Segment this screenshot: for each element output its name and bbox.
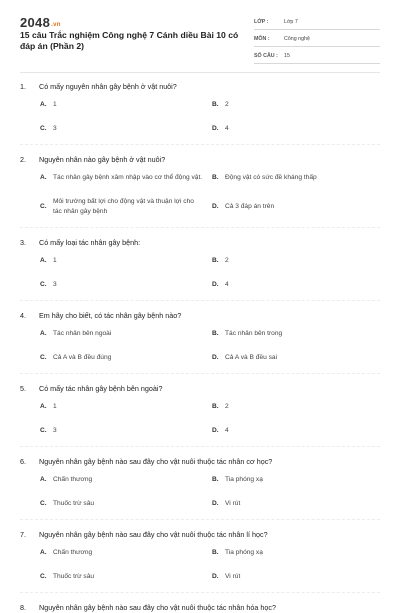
logo-text: 2048: [20, 15, 51, 30]
question-number: 1.: [20, 82, 26, 91]
question-text: Có mấy tác nhân gây bệnh bên ngoài?: [39, 384, 163, 393]
option-letter: C.: [40, 427, 47, 434]
question-item: [20, 311, 380, 363]
question-number: 7.: [20, 530, 26, 539]
question-item: [20, 384, 380, 436]
question-separator: [20, 592, 380, 593]
question-text: Có mấy nguyên nhân gây bệnh ở vật nuôi?: [39, 82, 177, 91]
meta-key: LỚP :: [254, 19, 269, 25]
header-divider: [20, 72, 380, 73]
question-separator: [20, 446, 380, 447]
option-text: Thuốc trừ sâu: [53, 573, 95, 580]
answer-option[interactable]: [212, 100, 362, 110]
option-letter: A.: [40, 330, 47, 337]
option-text: 3: [53, 281, 57, 288]
question-item: [20, 238, 380, 290]
answer-options: [40, 475, 380, 509]
option-text: Cả A và B đều sai: [225, 354, 278, 361]
option-text: Tia phóng xạ: [225, 476, 263, 483]
question-separator: [20, 373, 380, 374]
option-text: 1: [53, 403, 57, 410]
answer-option[interactable]: [40, 329, 212, 339]
site-logo[interactable]: [20, 15, 61, 30]
answer-option[interactable]: [212, 402, 362, 412]
option-letter: B.: [212, 257, 219, 264]
option-text: Vi rút: [225, 573, 241, 580]
option-text: 3: [53, 125, 57, 132]
answer-options: [40, 548, 380, 582]
meta-value: Công nghệ: [284, 36, 310, 42]
answer-option[interactable]: [212, 548, 362, 558]
answer-option[interactable]: [40, 280, 212, 290]
answer-option[interactable]: [40, 572, 212, 582]
option-letter: B.: [212, 330, 219, 337]
answer-option[interactable]: [212, 173, 362, 183]
question-header: [20, 155, 380, 165]
answer-option[interactable]: [212, 426, 362, 436]
option-text: 3: [53, 427, 57, 434]
question-header: [20, 311, 380, 321]
option-text: 1: [53, 257, 57, 264]
option-letter: B.: [212, 549, 219, 556]
option-letter: D.: [212, 573, 219, 580]
option-text: Môi trường bất lợi cho động vật và thuận lợi cho tác nhân gây bệnh: [53, 198, 194, 215]
option-letter: B.: [212, 174, 219, 181]
answer-option[interactable]: [40, 256, 212, 266]
meta-key: SỐ CÂU :: [254, 53, 278, 59]
answer-option[interactable]: [212, 499, 362, 509]
question-text: Nguyên nhân gây bệnh nào sau đây cho vật nuôi thuộc tác nhân cơ học?: [39, 457, 273, 466]
option-letter: D.: [212, 354, 219, 361]
meta-row-subject: [254, 32, 380, 47]
question-header: [20, 457, 380, 467]
option-letter: A.: [40, 476, 47, 483]
question-item: [20, 155, 380, 217]
option-letter: C.: [40, 125, 47, 132]
option-text: 4: [225, 281, 229, 288]
question-number: 8.: [20, 603, 26, 612]
option-letter: D.: [212, 427, 219, 434]
option-letter: D.: [212, 125, 219, 132]
question-separator: [20, 300, 380, 301]
question-item: [20, 603, 380, 613]
answer-options: [40, 100, 380, 134]
option-text: 2: [225, 257, 229, 264]
answer-option[interactable]: [212, 475, 362, 485]
option-text: 4: [225, 125, 229, 132]
document-title: 15 câu Trắc nghiệm Công nghệ 7 Cánh diều Bài 10 có đáp án (Phần 2): [20, 30, 239, 51]
answer-option[interactable]: [40, 100, 212, 110]
option-text: Cả A và B đều đúng: [53, 354, 112, 361]
question-item: [20, 530, 380, 582]
meta-value: Lớp 7: [284, 19, 298, 25]
question-header: [20, 530, 380, 540]
answer-option[interactable]: [212, 329, 362, 339]
answer-options: [40, 256, 380, 290]
option-letter: C.: [40, 281, 47, 288]
option-text: Cả 3 đáp án trên: [225, 203, 275, 210]
meta-key: MÔN :: [254, 36, 270, 42]
answer-option[interactable]: [212, 124, 362, 134]
question-text: Nguyên nhân gây bệnh nào sau đây cho vật nuôi thuộc tác nhân lí học?: [39, 530, 268, 539]
question-text: Em hãy cho biết, có tác nhân gây bệnh nào?: [39, 311, 182, 320]
option-letter: C.: [40, 354, 47, 361]
answer-option[interactable]: [40, 197, 212, 217]
answer-option[interactable]: [40, 173, 212, 183]
question-text: Nguyên nhân gây bệnh nào sau đây cho vật nuôi thuộc tác nhân hóa học?: [39, 603, 276, 612]
answer-option[interactable]: [40, 499, 212, 509]
answer-option[interactable]: [40, 475, 212, 485]
option-letter: A.: [40, 257, 47, 264]
question-item: [20, 457, 380, 509]
answer-option[interactable]: [40, 548, 212, 558]
meta-value: 15: [284, 53, 290, 59]
option-text: Tác nhân bên ngoài: [53, 330, 112, 337]
answer-option[interactable]: [212, 197, 362, 217]
option-text: 4: [225, 427, 229, 434]
option-letter: A.: [40, 549, 47, 556]
option-letter: B.: [212, 403, 219, 410]
option-letter: A.: [40, 101, 47, 108]
question-number: 3.: [20, 238, 26, 247]
answer-option[interactable]: [212, 572, 362, 582]
question-separator: [20, 144, 380, 145]
question-text: Nguyên nhân nào gây bệnh ở vật nuôi?: [39, 155, 166, 164]
answer-option[interactable]: [40, 124, 212, 134]
option-letter: C.: [40, 500, 47, 507]
option-text: 2: [225, 101, 229, 108]
option-letter: C.: [40, 203, 47, 210]
question-number: 2.: [20, 155, 26, 164]
answer-option[interactable]: [40, 426, 212, 436]
question-number: 6.: [20, 457, 26, 466]
option-text: Động vật có sức đề kháng thấp: [225, 174, 317, 181]
option-text: Chấn thương: [53, 476, 93, 483]
answer-options: [40, 173, 380, 217]
question-item: [20, 82, 380, 134]
answer-option[interactable]: [212, 353, 362, 363]
question-header: [20, 82, 380, 92]
option-letter: A.: [40, 403, 47, 410]
answer-options: [40, 329, 380, 363]
meta-row-class: [254, 15, 380, 30]
option-text: Vi rút: [225, 500, 241, 507]
option-text: Tác nhân bên trong: [225, 330, 283, 337]
question-number: 5.: [20, 384, 26, 393]
question-header: [20, 384, 380, 394]
meta-row-count: [254, 49, 380, 64]
option-text: Thuốc trừ sâu: [53, 500, 95, 507]
answer-option[interactable]: [212, 280, 362, 290]
logo-suffix: .vn: [51, 22, 61, 28]
answer-option[interactable]: [212, 256, 362, 266]
option-letter: A.: [40, 174, 47, 181]
option-text: Tác nhân gây bệnh xâm nhập vào cơ thể động vật.: [53, 174, 203, 181]
question-header: [20, 603, 380, 613]
question-list: [0, 82, 400, 613]
option-text: 1: [53, 101, 57, 108]
question-text: Có mấy loại tác nhân gây bệnh:: [39, 238, 141, 247]
option-letter: D.: [212, 203, 219, 210]
answer-option[interactable]: [40, 402, 212, 412]
question-number: 4.: [20, 311, 26, 320]
option-letter: D.: [212, 500, 219, 507]
meta-panel: [254, 15, 380, 66]
answer-options: [40, 402, 380, 436]
option-letter: C.: [40, 573, 47, 580]
answer-option[interactable]: [40, 353, 212, 363]
header: [0, 0, 400, 64]
option-text: 2: [225, 403, 229, 410]
option-letter: B.: [212, 476, 219, 483]
option-letter: B.: [212, 101, 219, 108]
option-text: Chấn thương: [53, 549, 93, 556]
question-separator: [20, 227, 380, 228]
option-text: Tia phóng xạ: [225, 549, 263, 556]
option-letter: D.: [212, 281, 219, 288]
question-separator: [20, 519, 380, 520]
question-header: [20, 238, 380, 248]
